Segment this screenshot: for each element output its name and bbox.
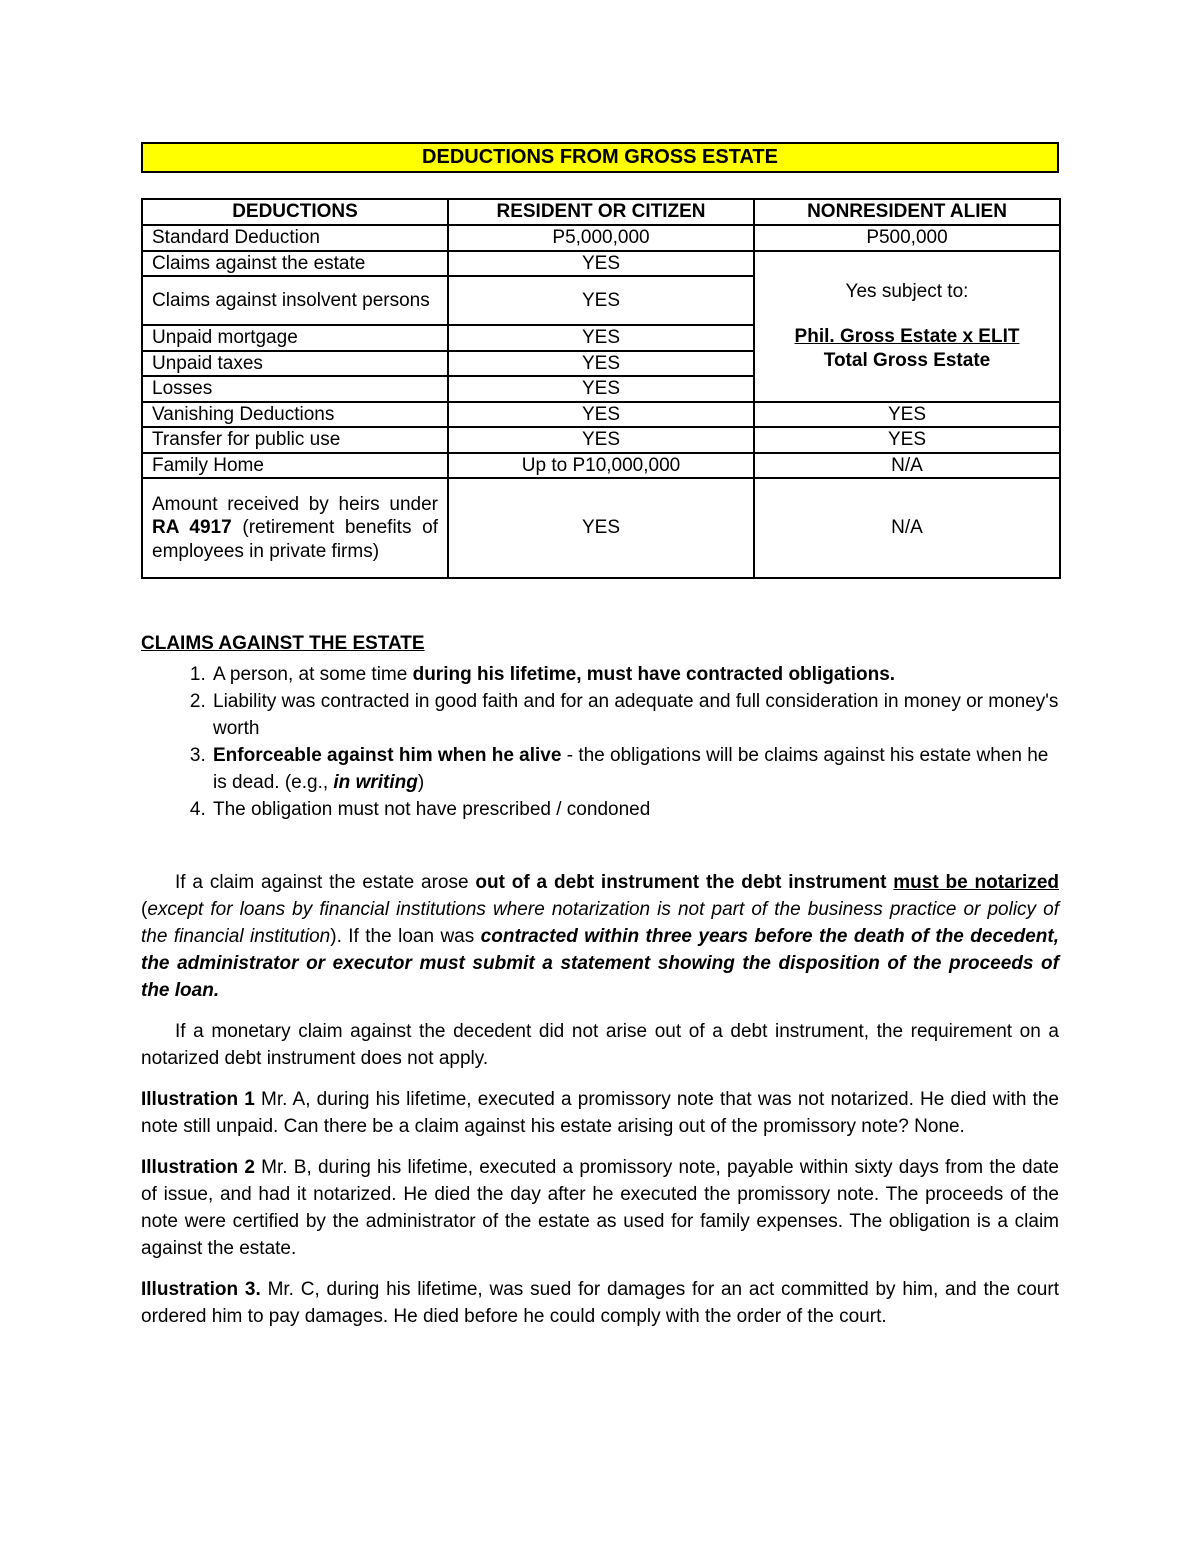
resident-value: P5,000,000 [448, 225, 754, 251]
resident-value: YES [448, 427, 754, 453]
illustration-text: Mr. B, during his lifetime, executed a promissory note, payable within sixty days from the date of issue, and had it notarized. He died the day after he executed the promissory note. The proceeds of the note were certified by the administrator of the estate as used for family expenses. The obligation is a claim against the estate. [141, 1157, 1059, 1259]
text: If a claim against the estate arose [175, 872, 476, 893]
italic-text: except for loans by financial institutions where notarization is not part of the business practice or policy of the financial institution [141, 899, 1059, 947]
bold-italic-text: contracted within three years before the death of the decedent, the administrator or executor must submit a statement showing the disposition of the proceeds of the loan. [141, 926, 1059, 1001]
table-row [142, 427, 1060, 453]
resident-value: YES [448, 478, 754, 578]
list-item [211, 661, 1059, 688]
list-item [211, 796, 1059, 823]
illustration-text: Mr. C, during his lifetime, was sued for damages for an act committed by him, and the court ordered him to pay damages. He died before he could comply with the order of the court. [141, 1279, 1059, 1327]
resident-value: YES [448, 376, 754, 402]
illustration-3 [141, 1276, 1059, 1330]
nonresident-merged-cell [754, 251, 1060, 402]
bold-underline-text: must be notarized [893, 872, 1059, 893]
deduction-label: Family Home [142, 453, 448, 479]
list-item [211, 742, 1059, 796]
formula-denominator: Total Gross Estate [823, 349, 991, 371]
ra-4917: RA 4917 [152, 517, 232, 539]
resident-value: YES [448, 402, 754, 428]
nonresident-value: YES [754, 402, 1060, 428]
table-row [142, 478, 1060, 578]
illustration-text: Mr. A, during his lifetime, executed a promissory note that was not notarized. He died with the note still unpaid. Can there be a claim against his estate arising out of the promissory note? None. [141, 1089, 1059, 1137]
nonresident-value: YES [754, 427, 1060, 453]
illustration-label: Illustration 1 [141, 1089, 255, 1110]
nonresident-value: N/A [754, 478, 1060, 578]
item-bold-text: Enforceable against him when he alive [213, 745, 562, 766]
paragraph-debt-instrument [141, 869, 1059, 1004]
table-row [142, 225, 1060, 251]
column-header: NONRESIDENT ALIEN [754, 199, 1060, 225]
bold-text: out of a debt instrument the debt instrument [475, 872, 894, 893]
table-row [142, 402, 1060, 428]
claims-list [141, 661, 1059, 823]
illustration-label: Illustration 2 [141, 1157, 255, 1178]
deduction-label: Losses [142, 376, 448, 402]
item-bold-italic-text: in writing [333, 772, 418, 793]
resident-value: YES [448, 351, 754, 377]
deduction-label [142, 478, 448, 578]
resident-value: Up to P10,000,000 [448, 453, 754, 479]
item-text: Liability was contracted in good faith and for an adequate and full consideration in money or money's worth [213, 691, 1059, 739]
illustration-2 [141, 1154, 1059, 1262]
resident-value: YES [448, 251, 754, 277]
resident-value: YES [448, 325, 754, 351]
table-row [142, 453, 1060, 479]
nonresident-value: P500,000 [754, 225, 1060, 251]
table-row [142, 251, 1060, 277]
list-item [211, 688, 1059, 742]
text: ). If the loan was [330, 926, 481, 947]
item-bold-text: during his lifetime, must have contracted obligations. [412, 664, 896, 685]
document-page [141, 142, 1059, 1330]
label-text: Amount received by heirs under [152, 493, 438, 515]
deductions-table [141, 198, 1061, 579]
deduction-label: Claims against the estate [142, 251, 448, 277]
document-title: DEDUCTIONS FROM GROSS ESTATE [141, 142, 1059, 173]
deduction-label: Transfer for public use [142, 427, 448, 453]
text: ( [141, 899, 148, 920]
deduction-label: Claims against insolvent persons [142, 276, 448, 325]
claims-heading: CLAIMS AGAINST THE ESTATE [141, 633, 425, 654]
deduction-label: Unpaid mortgage [142, 325, 448, 351]
column-header: RESIDENT OR CITIZEN [448, 199, 754, 225]
formula-numerator: Phil. Gross Estate x ELIT [794, 326, 1020, 348]
yes-subject-to: Yes subject to: [845, 280, 969, 302]
item-text: A person, at some time [213, 664, 413, 685]
item-text: - the obligations will be claims against his estate when he is dead. (e.g., [213, 745, 1049, 793]
item-text: ) [417, 772, 425, 793]
deduction-label: Standard Deduction [142, 225, 448, 251]
paragraph-monetary-claim: If a monetary claim against the decedent did not arise out of a debt instrument, the requirement on a notarized debt instrument does not apply. [141, 1021, 1059, 1069]
label-text: (retirement benefits of employees in private firms) [152, 517, 438, 562]
illustration-label: Illustration 3. [141, 1279, 261, 1300]
table-header-row [142, 199, 1060, 225]
nonresident-value: N/A [754, 453, 1060, 479]
item-text: The obligation must not have prescribed / condoned [213, 799, 651, 820]
resident-value: YES [448, 276, 754, 325]
deduction-label: Unpaid taxes [142, 351, 448, 377]
column-header: DEDUCTIONS [142, 199, 448, 225]
deduction-label: Vanishing Deductions [142, 402, 448, 428]
illustration-1 [141, 1086, 1059, 1140]
